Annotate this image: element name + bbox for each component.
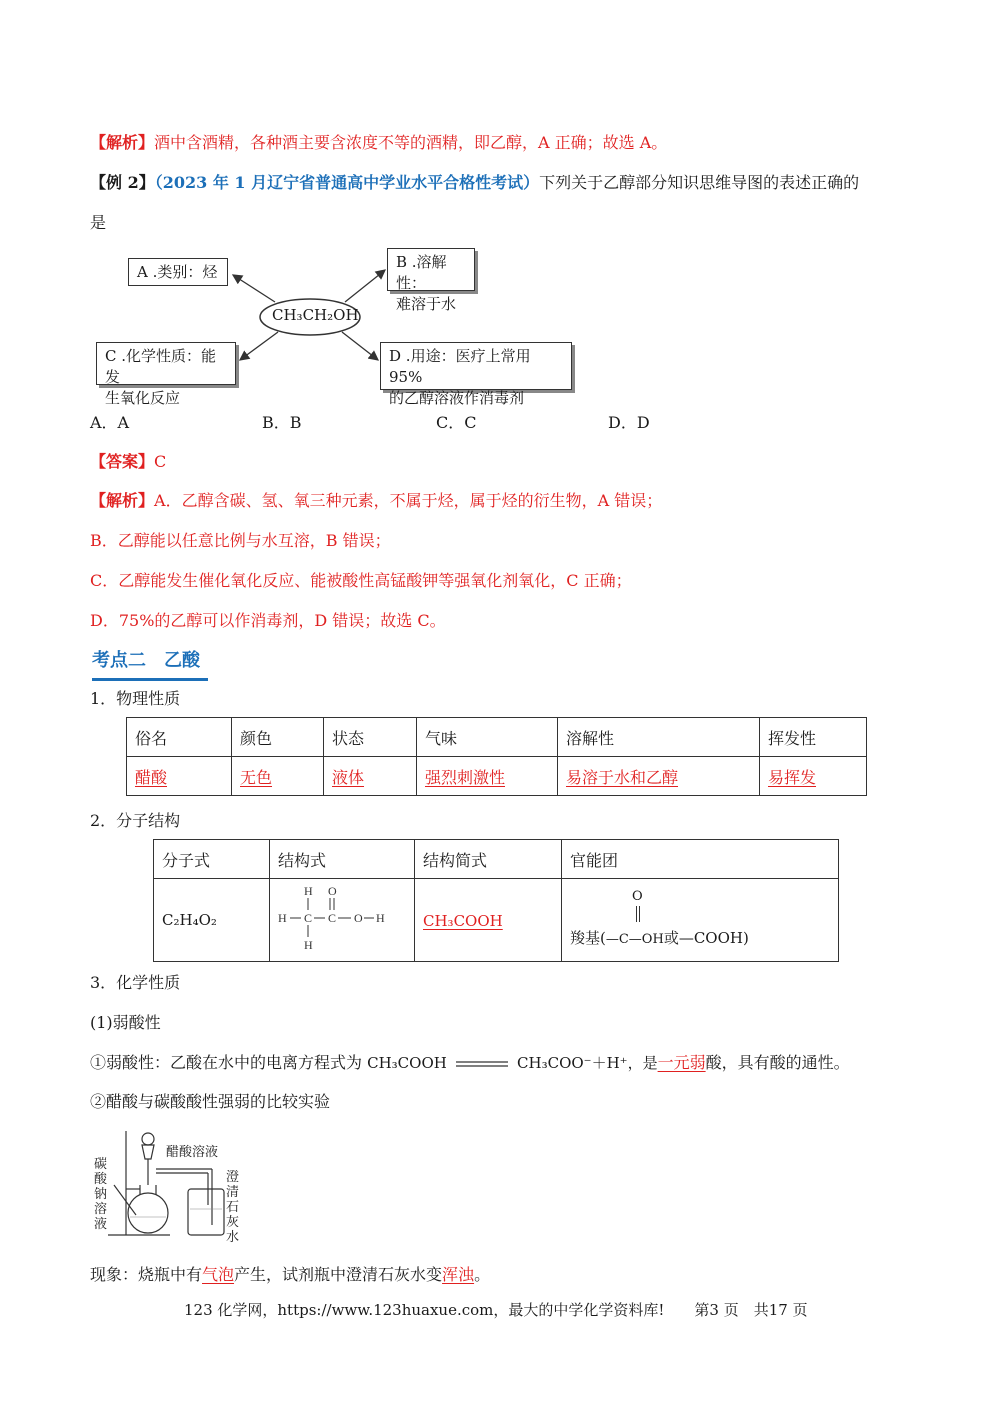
analysis-line-3: C．乙醇能发生催化氧化反应、能被酸性高锰酸钾等强氧化剂氧化，C 正确；: [90, 571, 632, 590]
mindmap-box-a: [128, 258, 228, 286]
double-bond-1: [636, 906, 637, 922]
header-cell: 官能团: [562, 840, 839, 879]
arrow-to-b: [345, 270, 385, 302]
option-b[interactable]: B．B: [262, 413, 302, 432]
label-char: 钠: [94, 1187, 108, 1202]
table-row: [127, 757, 867, 796]
value-text: 易挥发: [768, 767, 817, 787]
value-cell: [324, 757, 417, 796]
answer-value: C: [154, 452, 167, 471]
table-row: [127, 718, 867, 757]
svg-text:H: H: [278, 911, 287, 925]
heading-underline: [92, 678, 208, 681]
mindmap-center: CH₃CH₂OH: [272, 306, 359, 324]
example-2-question: [90, 170, 859, 193]
double-bond-2: [639, 906, 640, 922]
svg-text:H: H: [304, 938, 313, 952]
phenomenon-prefix: 现象：烧瓶中有: [90, 1265, 203, 1284]
phenomenon-end: 。: [474, 1265, 491, 1284]
option-d[interactable]: D．D: [608, 413, 650, 432]
label-sodium-carbonate: [94, 1157, 108, 1232]
analysis-line-1-text: A．乙醇含碳、氢、氧三种元素，不属于烃，属于烃的衍生物，A 错误；: [154, 491, 663, 510]
value-text: 醋酸: [135, 767, 168, 787]
header-cell: 俗名: [127, 718, 232, 757]
ionization-left: CH₃COOH: [367, 1054, 447, 1072]
example-tag: 【例 2】: [90, 173, 155, 192]
structure-table: [153, 839, 839, 962]
compare-title: ②醋酸与碳酸酸性强弱的比较实验: [90, 1092, 331, 1111]
analysis-tag: 【解析】: [90, 133, 155, 152]
label-char: 溶: [94, 1202, 108, 1217]
page-footer: 123 化学网，https://www.123huaxue.com，最大的中学化学资料库! 第3 页 共17 页: [184, 1301, 808, 1319]
analysis-line-2: B．乙醇能以任意比例与水互溶，B 错误；: [90, 531, 391, 550]
ionization-prefix: ①弱酸性：乙酸在水中的电离方程式为: [90, 1053, 363, 1072]
header-cell: 结构简式: [415, 840, 562, 879]
ionization-line: [90, 1050, 850, 1073]
value-text: 无色: [240, 767, 273, 787]
label-char: 清: [226, 1185, 240, 1200]
value-cell: [127, 757, 232, 796]
sub-structure: 2．分子结构: [90, 811, 181, 830]
box-c-line1: C .化学性质：能发: [105, 347, 217, 386]
value-text: 易溶于水和乙醇: [566, 767, 679, 787]
value-text: 液体: [332, 767, 365, 787]
svg-text:H: H: [304, 884, 313, 898]
blank-bubbles: 气泡: [202, 1265, 235, 1284]
value-cell: [760, 757, 867, 796]
blank-turbid: 浑浊: [442, 1265, 475, 1284]
phenomenon-line: [90, 1262, 490, 1285]
label-char: 水: [226, 1230, 240, 1245]
simple-formula-text: CH₃COOH: [423, 911, 503, 930]
box-a-text: A .类别：烃: [137, 263, 218, 281]
label-char: 灰: [226, 1215, 240, 1230]
carbonyl-o: O: [632, 889, 643, 904]
header-cell: 溶解性: [558, 718, 760, 757]
header-cell: 挥发性: [760, 718, 867, 757]
box-d-line1: D .用途：医疗上常用95%: [389, 347, 531, 386]
label-char: 石: [226, 1200, 240, 1215]
arrow-to-a: [233, 275, 275, 302]
answer-tag: 【答案】: [90, 452, 155, 471]
label-char: 碳: [94, 1157, 108, 1172]
intro-analysis: [90, 130, 667, 153]
functional-group-cell: [562, 879, 839, 962]
structural-formula-drawing: [270, 879, 410, 957]
label-char: 液: [94, 1217, 108, 1232]
box-d-line2: 的乙醇溶液作消毒剂: [389, 389, 525, 407]
svg-text:O: O: [354, 911, 363, 925]
value-cell: [417, 757, 558, 796]
equilibrium-arrow-icon: [452, 1057, 512, 1071]
svg-text:C: C: [304, 911, 313, 925]
group-prefix: 羧基(: [570, 929, 606, 947]
table-row: [154, 879, 839, 962]
analysis-line-4: D．75%的乙醇可以作消毒剂，D 错误；故选 C。: [90, 611, 446, 630]
mindmap-box-b: [387, 248, 475, 313]
analysis-tag-2: 【解析】: [90, 491, 155, 510]
ionization-right: CH₃COO⁻＋H⁺，是: [517, 1054, 658, 1072]
label-char: 澄: [226, 1170, 240, 1185]
svg-text:O: O: [328, 884, 337, 898]
svg-text:C: C: [328, 911, 337, 925]
example-question-cont: 是: [90, 213, 107, 232]
option-a[interactable]: A．A: [90, 413, 130, 432]
analysis-line-1: [90, 488, 662, 511]
example-question: 下列关于乙醇部分知识思维导图的表述正确的: [539, 173, 860, 192]
arrow-to-c: [240, 332, 278, 360]
ionization-suffix: 酸，具有酸的通性。: [705, 1053, 850, 1072]
sub-chemical: 3．化学性质: [90, 973, 181, 992]
header-cell: 气味: [417, 718, 558, 757]
group-suffix: 或—COOH): [663, 929, 749, 947]
option-c[interactable]: C．C: [436, 413, 477, 432]
value-cell: [232, 757, 324, 796]
sub-physical: 1．物理性质: [90, 689, 181, 708]
example-source: （2023 年 1 月辽宁省普通高中学业水平合格性考试）: [154, 173, 540, 192]
svg-text:H: H: [376, 911, 385, 925]
header-cell: 分子式: [154, 840, 270, 879]
blank-monobasic: 一元弱: [657, 1053, 706, 1072]
header-cell: 颜色: [232, 718, 324, 757]
label-acetic-acid: 醋酸溶液: [166, 1145, 219, 1160]
header-cell: 结构式: [270, 840, 415, 879]
label-limewater: [226, 1170, 240, 1245]
label-char: 酸: [94, 1172, 108, 1187]
table-row: [154, 840, 839, 879]
sub-weak-acid: (1)弱酸性: [90, 1013, 161, 1032]
simple-formula-cell: [415, 879, 562, 962]
answer-line: [90, 449, 166, 472]
functional-group-text: 羧基(—C—OH或—COOH): [570, 929, 749, 947]
value-cell: [558, 757, 760, 796]
mindmap-box-d: [380, 342, 572, 407]
section-heading: 考点二 乙酸: [92, 650, 200, 671]
analysis-text: 酒中含酒精，各种酒主要含浓度不等的酒精，即乙醇，A 正确；故选 A。: [154, 133, 668, 152]
box-b-line1: B .溶解性：: [396, 253, 447, 292]
physical-properties-table: [126, 717, 867, 796]
mindmap-box-c: [96, 342, 236, 407]
value-text: 强烈刺激性: [425, 767, 506, 787]
arrow-to-d: [342, 332, 378, 360]
formula-cell: C₂H₄O₂: [154, 879, 270, 962]
box-b-line2: 难溶于水: [396, 295, 457, 313]
structural-formula-cell: [270, 879, 415, 962]
box-c-line2: 生氧化反应: [105, 389, 181, 407]
header-cell: 状态: [324, 718, 417, 757]
phenomenon-mid: 产生，试剂瓶中澄清石灰水变: [234, 1265, 443, 1284]
